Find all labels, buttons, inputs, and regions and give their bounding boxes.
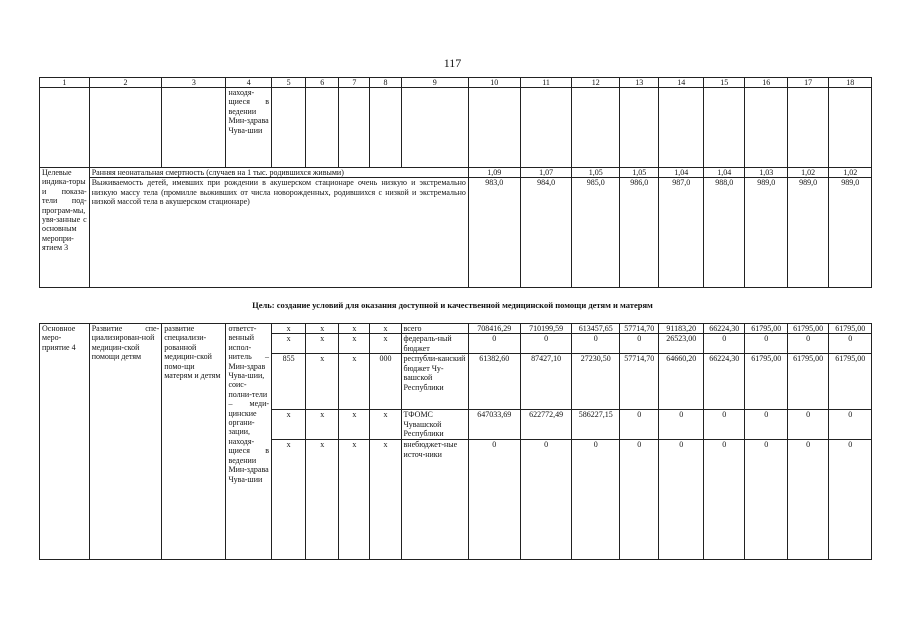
- code-cell: x: [272, 334, 306, 354]
- amount-cell: 0: [787, 440, 828, 560]
- amount-cell: 613457,65: [572, 324, 620, 334]
- code-cell: x: [272, 440, 306, 560]
- amount-cell: 61795,00: [787, 324, 828, 334]
- indicator-value: 1,02: [829, 168, 872, 178]
- table-row: [40, 324, 872, 334]
- indicator-row: [40, 178, 872, 288]
- amount-cell: 0: [468, 440, 520, 560]
- header-cell: 3: [162, 78, 226, 88]
- indicator-row: [40, 168, 872, 178]
- indicator-value: 1,02: [787, 168, 828, 178]
- code-cell: x: [272, 324, 306, 334]
- amount-cell: 0: [704, 334, 745, 354]
- code-cell: x: [306, 410, 339, 440]
- indicator-value: 989,0: [787, 178, 828, 288]
- amount-cell: 0: [829, 440, 872, 560]
- header-cell: 10: [468, 78, 520, 88]
- amount-cell: 87427,10: [520, 354, 572, 410]
- header-cell: 7: [339, 78, 370, 88]
- amount-cell: 27230,50: [572, 354, 620, 410]
- amount-cell: 0: [520, 334, 572, 354]
- code-cell: x: [370, 324, 401, 334]
- code-cell: x: [339, 324, 370, 334]
- amount-cell: 61795,00: [745, 324, 787, 334]
- code-cell: x: [272, 410, 306, 440]
- code-cell: x: [339, 354, 370, 410]
- amount-cell: 61795,00: [829, 324, 872, 334]
- top-table: [39, 77, 872, 288]
- measure-table: [39, 323, 872, 560]
- indicator-value: 989,0: [829, 178, 872, 288]
- indicator-value: 987,0: [659, 178, 704, 288]
- header-cell: 8: [370, 78, 401, 88]
- funding-source: республи-канский бюджет Чу-вашской Республики: [401, 354, 468, 410]
- amount-cell: 622772,49: [520, 410, 572, 440]
- header-cell: 18: [829, 78, 872, 88]
- amount-cell: 0: [572, 334, 620, 354]
- indicator-text: Ранняя неонатальная смертность (случаев на 1 тыс. родившихся живыми): [89, 168, 468, 178]
- amount-cell: 710199,59: [520, 324, 572, 334]
- amount-cell: 0: [704, 440, 745, 560]
- indicator-value: 1,05: [572, 168, 620, 178]
- amount-cell: 0: [468, 334, 520, 354]
- amount-cell: 0: [659, 410, 704, 440]
- header-cell: 11: [520, 78, 572, 88]
- page-number: 117: [443, 56, 462, 70]
- measure-name: Развитие спе-циализирован-ной медицин-ской помощи детям: [89, 324, 162, 560]
- amount-cell: 0: [787, 410, 828, 440]
- amount-cell: 0: [704, 410, 745, 440]
- header-cell: 1: [40, 78, 90, 88]
- continuation-row: [40, 88, 872, 168]
- header-cell: 6: [306, 78, 339, 88]
- code-cell: x: [339, 410, 370, 440]
- header-row: [40, 78, 872, 88]
- indicators-label: Целевые индика-торы и показа-тели под-програм-мы, увя-занные с основным меропри-ятием 3: [40, 168, 90, 288]
- indicator-value: 988,0: [704, 178, 745, 288]
- code-cell: x: [370, 410, 401, 440]
- indicator-value: 1,04: [704, 168, 745, 178]
- header-cell: 15: [704, 78, 745, 88]
- amount-cell: 0: [745, 410, 787, 440]
- amount-cell: 0: [829, 334, 872, 354]
- indicator-value: 986,0: [620, 178, 659, 288]
- funding-source: внебюджет-ные источ-ники: [401, 440, 468, 560]
- amount-cell: 708416,29: [468, 324, 520, 334]
- measure-number: Основное меро-приятие 4: [40, 324, 90, 560]
- code-cell: x: [339, 334, 370, 354]
- indicator-value: 985,0: [572, 178, 620, 288]
- header-cell: 12: [572, 78, 620, 88]
- indicator-value: 984,0: [520, 178, 572, 288]
- amount-cell: 57714,70: [620, 324, 659, 334]
- amount-cell: 57714,70: [620, 354, 659, 410]
- amount-cell: 0: [520, 440, 572, 560]
- amount-cell: 586227,15: [572, 410, 620, 440]
- header-cell: 9: [401, 78, 468, 88]
- funding-source: ТФОМС Чувашской Республики: [401, 410, 468, 440]
- amount-cell: 0: [829, 410, 872, 440]
- header-cell: 4: [226, 78, 272, 88]
- code-cell: 855: [272, 354, 306, 410]
- amount-cell: 61795,00: [745, 354, 787, 410]
- funding-source: федераль-ный бюджет: [401, 334, 468, 354]
- amount-cell: 66224,30: [704, 354, 745, 410]
- indicator-value: 1,05: [620, 168, 659, 178]
- indicator-value: 1,07: [520, 168, 572, 178]
- amount-cell: 0: [572, 440, 620, 560]
- measure-executor: ответст-венный испол-нитель – Мин-здрав Чува-шии, соис-полни-тели – меди-цинские органи-зации, находя-щиеся в ведении Мин-здрава Чува-шии: [226, 324, 272, 560]
- indicator-value: 983,0: [468, 178, 520, 288]
- code-cell: x: [370, 440, 401, 560]
- amount-cell: 0: [620, 440, 659, 560]
- measure-goal: развитие специализи-рованной медицин-ской помо-щи матерям и детям: [162, 324, 226, 560]
- indicator-value: 1,09: [468, 168, 520, 178]
- amount-cell: 66224,30: [704, 324, 745, 334]
- code-cell: x: [370, 334, 401, 354]
- amount-cell: 91183,20: [659, 324, 704, 334]
- header-cell: 17: [787, 78, 828, 88]
- amount-cell: 26523,00: [659, 334, 704, 354]
- code-cell: 000: [370, 354, 401, 410]
- header-cell: 2: [89, 78, 162, 88]
- header-cell: 13: [620, 78, 659, 88]
- amount-cell: 0: [620, 334, 659, 354]
- amount-cell: 0: [659, 440, 704, 560]
- amount-cell: 61795,00: [787, 354, 828, 410]
- code-cell: x: [306, 354, 339, 410]
- header-cell: 14: [659, 78, 704, 88]
- indicator-value: 1,03: [745, 168, 787, 178]
- indicator-value: 1,04: [659, 168, 704, 178]
- amount-cell: 64660,20: [659, 354, 704, 410]
- amount-cell: 61382,60: [468, 354, 520, 410]
- amount-cell: 647033,69: [468, 410, 520, 440]
- code-cell: x: [306, 440, 339, 560]
- code-cell: x: [306, 324, 339, 334]
- amount-cell: 0: [620, 410, 659, 440]
- header-cell: 5: [272, 78, 306, 88]
- code-cell: x: [339, 440, 370, 560]
- amount-cell: 0: [787, 334, 828, 354]
- indicator-value: 989,0: [745, 178, 787, 288]
- amount-cell: 0: [745, 440, 787, 560]
- continuation-executor: находя-щиеся в ведении Мин-здрава Чува-шии: [226, 88, 272, 168]
- code-cell: x: [306, 334, 339, 354]
- indicator-text: Выживаемость детей, имевших при рождении в акушерском стационаре очень низкую и экстремально низкую массу тела (промилле выживших от числа новорожденных, родившихся с низкой и экстремально низкой массой тела в акушерском стационаре): [89, 178, 468, 288]
- amount-cell: 0: [745, 334, 787, 354]
- funding-source: всего: [401, 324, 468, 334]
- header-cell: 16: [745, 78, 787, 88]
- amount-cell: 61795,00: [829, 354, 872, 410]
- goal-heading: Цель: создание условий для оказания доступной и качественной медицинской помощи детям и матерям: [252, 300, 653, 310]
